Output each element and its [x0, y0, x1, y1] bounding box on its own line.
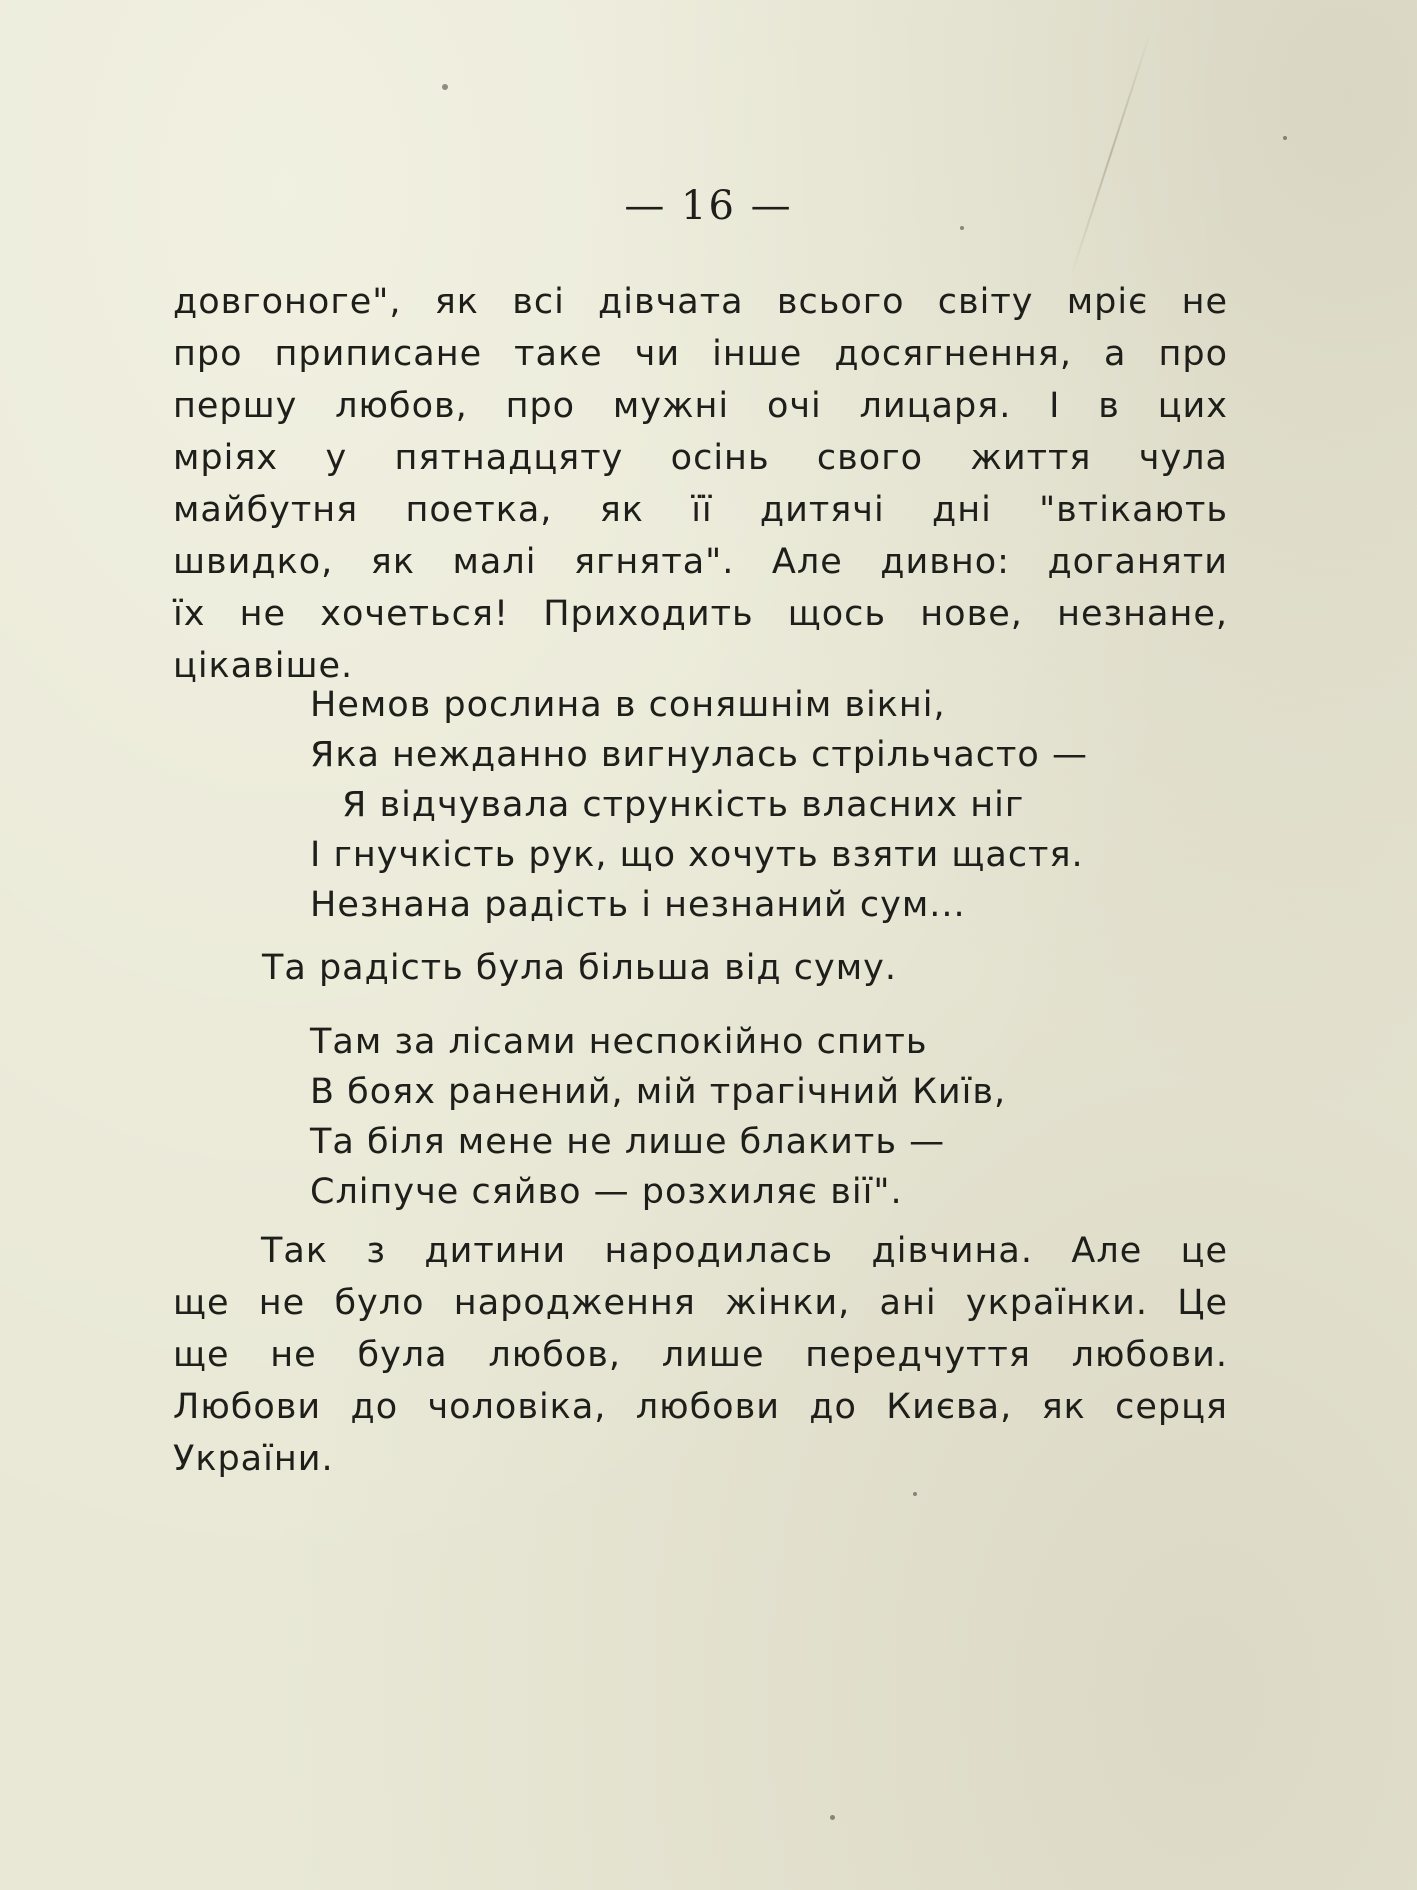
- text-line: майбутня поетка, як її дитячі дні "втікають: [173, 490, 1228, 530]
- text-line: довгоноге", як всі дівчата всього світу мріє не: [173, 282, 1228, 322]
- text-line: цікавіше.: [173, 646, 354, 686]
- paper-speck: [830, 1815, 835, 1820]
- paper-speck: [913, 1492, 917, 1496]
- text-line: ще не була любов, лише передчуття любови.: [173, 1335, 1228, 1375]
- text-line: швидко, як малі ягнята". Але дивно: доганяти: [173, 542, 1228, 582]
- poem-line: Незнана радість і незнаний сум...: [310, 885, 966, 925]
- poem-stanza-1: [310, 680, 1088, 930]
- text-line: Любови до чоловіка, любови до Києва, як серця: [173, 1387, 1228, 1427]
- paragraph-1: [173, 276, 1228, 692]
- page-number: — 16 —: [624, 183, 793, 229]
- text-line: мріях у пятнадцяту осінь свого життя чула: [173, 438, 1228, 478]
- poem-stanza-2: [310, 1017, 1006, 1217]
- interlude-line: Та радість була більша від суму.: [262, 948, 897, 988]
- text-line: ще не було народження жінки, ані українки. Це: [173, 1283, 1228, 1323]
- paper-crease: [1070, 30, 1152, 278]
- poem-line: Та біля мене не лише блакить —: [310, 1122, 946, 1162]
- poem-line: Там за лісами неспокійно спить: [310, 1022, 928, 1062]
- paper-speck: [442, 84, 448, 90]
- poem-line: Сліпуче сяйво — розхиляє вії".: [310, 1172, 903, 1212]
- paper-speck: [1283, 136, 1287, 140]
- text-line: першу любов, про мужні очі лицаря. І в цих: [173, 386, 1228, 426]
- poem-line: І гнучкість рук, що хочуть взяти щастя.: [310, 835, 1084, 875]
- poem-line: Яка нежданно вигнулась стрільчасто —: [310, 735, 1088, 775]
- poem-line: В боях ранений, мій трагічний Київ,: [310, 1072, 1007, 1112]
- text-line: їх не хочеться! Приходить щось нове, незнане,: [173, 594, 1228, 634]
- poem-line: Немов рослина в соняшнім вікні,: [310, 685, 946, 725]
- poem-line: Я відчувала стрункість власних ніг: [342, 785, 1025, 825]
- text-line: України.: [173, 1439, 334, 1479]
- text-line: про приписане таке чи інше досягнення, а про: [173, 334, 1228, 374]
- text-line: Так з дитини народилась дівчина. Але це: [261, 1231, 1228, 1271]
- paragraph-3: [173, 1225, 1228, 1485]
